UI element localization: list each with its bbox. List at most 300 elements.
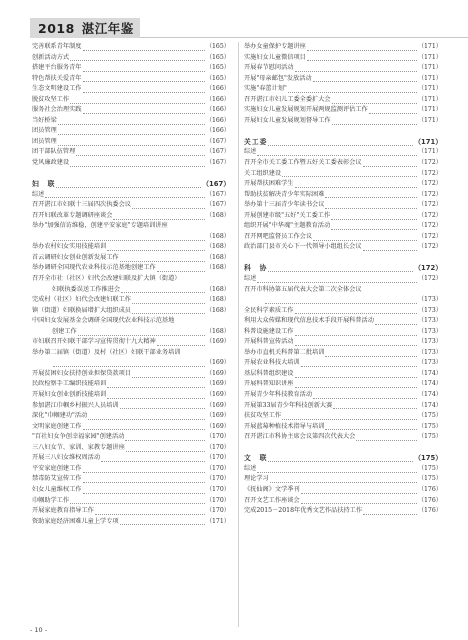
toc-leader-dots: [332, 97, 417, 104]
toc-leader-dots: [313, 75, 417, 82]
toc-entry[interactable]: [244, 126, 442, 137]
toc-page-number: （176）: [417, 496, 442, 504]
toc-entry-title: 镇（街道）妇联换届增扩大组织成员: [32, 306, 131, 314]
toc-leader-dots: [126, 445, 205, 452]
toc-entry[interactable]: [244, 116, 442, 127]
toc-leader-dots: [257, 276, 416, 283]
toc-page-number: （165）: [205, 53, 230, 61]
toc-entry[interactable]: [244, 380, 442, 391]
toc-leader-dots: [363, 160, 417, 167]
toc-page-number: （167）: [205, 137, 230, 145]
toc-page-number: （171）: [417, 85, 442, 93]
toc-entry-title: 市妇联召开妇联干部学习宣传贯彻十九大精神: [32, 338, 156, 346]
toc-page-number: （169）: [205, 412, 230, 420]
toc-entry[interactable]: [244, 285, 442, 296]
toc-entry[interactable]: [244, 348, 442, 359]
toc-page-number: （170）: [205, 507, 230, 515]
toc-entry-title: 开展贫困妇女扶持创业担保贷款项目: [32, 369, 131, 377]
toc-entry[interactable]: [244, 179, 442, 190]
toc-columns: [32, 42, 442, 627]
toc-page-number: （175）: [417, 422, 442, 430]
toc-entry-title: 开展科普宣传活动: [244, 338, 294, 346]
toc-entry-title: 深化"巾帼建功"活动: [32, 412, 88, 420]
toc-entry[interactable]: [32, 411, 230, 422]
toc-leader-dots: [301, 487, 417, 494]
toc-entry[interactable]: [244, 316, 442, 327]
toc-entry-title: 扶贫攻坚工作: [244, 412, 282, 420]
toc-entry-title: 政治部门县市关心下一代领导小组组长会议: [244, 243, 362, 251]
toc-leader-dots: [83, 423, 205, 430]
toc-entry[interactable]: [244, 306, 442, 317]
toc-entry-title: 召开网吧监督员工作会议: [244, 232, 313, 240]
toc-entry-title: 利用大众传媒和现代信息技术手段开展科普活动: [244, 317, 374, 325]
toc-page-number: （172）: [414, 264, 442, 273]
toc-entry-title: 实施妇女儿童微信项目: [244, 53, 306, 61]
toc-entry[interactable]: [244, 221, 442, 232]
toc-entry[interactable]: [244, 369, 442, 380]
toc-page-number: （170）: [205, 475, 230, 483]
toc-leader-dots: [83, 476, 205, 483]
toc-leader-dots: [332, 118, 417, 125]
toc-entry[interactable]: [244, 443, 442, 454]
toc-entry-title: 完成村（社区）妇代会改建妇联工作: [32, 296, 131, 304]
toc-entry[interactable]: [32, 242, 230, 253]
toc-entry-title: 完成2015－2018年优秀文艺作品扶持工作: [244, 507, 363, 515]
toc-entry-title: 特色帮扶关爱青年: [32, 74, 82, 82]
toc-entry[interactable]: [32, 253, 230, 264]
toc-leader-dots: [120, 255, 205, 262]
toc-leader-dots: [58, 139, 205, 146]
toc-page-number: （171）: [417, 148, 442, 156]
toc-entry-title: 召开文艺工作座谈会: [244, 496, 300, 504]
page-header: [0, 0, 468, 38]
toc-entry-title: 召开湛江市妇联十三届四次执委会议: [32, 201, 131, 209]
toc-leader-dots: [333, 402, 417, 409]
toc-entry-title: 综述: [244, 464, 257, 472]
toc-entry[interactable]: [244, 485, 442, 496]
toc-entry[interactable]: [32, 42, 230, 53]
toc-entry[interactable]: [244, 169, 442, 180]
toc-section-heading[interactable]: [244, 137, 442, 148]
toc-entry-title: 三八妇女节、家训、家教专题讲座: [32, 443, 125, 451]
toc-page-number: （168）: [205, 285, 230, 293]
toc-leader-dots: [295, 307, 417, 314]
toc-leader-dots: [78, 329, 205, 336]
toc-entry[interactable]: [32, 464, 230, 475]
toc-leader-dots: [107, 381, 205, 388]
toc-leader-dots: [125, 434, 204, 441]
toc-page-number: （172）: [417, 169, 442, 177]
toc-leader-dots: [113, 213, 204, 220]
toc-entry[interactable]: [244, 147, 442, 158]
toc-page-number: （169）: [205, 391, 230, 399]
toc-leader-dots: [282, 170, 417, 177]
toc-entry[interactable]: [244, 190, 442, 201]
toc-leader-dots: [325, 191, 416, 198]
toc-page-number: （166）: [205, 127, 230, 135]
toc-leader-dots: [83, 75, 205, 82]
toc-page-number: （173）: [417, 338, 442, 346]
toc-leader-dots: [120, 402, 205, 409]
toc-entry-title: 民政检察手工编织技能培训: [32, 380, 107, 388]
toc-leader-dots: [331, 223, 417, 230]
toc-leader-dots: [88, 413, 205, 420]
toc-entry-title: 关工组织建设: [244, 169, 282, 177]
toc-leader-dots: [53, 360, 205, 367]
toc-entry-title: 召开湛江市妇儿工委全委扩大会: [244, 95, 331, 103]
toc-entry-title: 开展帮扶困难学生: [244, 180, 294, 188]
toc-entry[interactable]: [32, 116, 230, 127]
toc-entry-title: 基层科普组织建设: [244, 369, 294, 377]
toc-page-number: （175）: [417, 475, 442, 483]
toc-entry[interactable]: [244, 411, 442, 422]
toc-page-number: （167）: [205, 190, 230, 198]
toc-entry[interactable]: [32, 126, 230, 137]
toc-entry[interactable]: [32, 453, 230, 464]
toc-leader-dots: [76, 149, 205, 156]
toc-page-number: （172）: [417, 232, 442, 240]
toc-entry[interactable]: [244, 337, 442, 348]
toc-leader-dots: [282, 413, 417, 420]
toc-page-number: （165）: [205, 64, 230, 72]
toc-entry[interactable]: [32, 158, 230, 169]
toc-entry[interactable]: [244, 295, 442, 306]
toc-entry[interactable]: [244, 158, 442, 169]
toc-entry-title: 当好桥梁: [32, 116, 57, 124]
toc-page-number: （169）: [205, 369, 230, 377]
toc-entry[interactable]: [32, 221, 230, 232]
toc-page-number: （167）: [205, 148, 230, 156]
toc-page-number: （165）: [205, 74, 230, 82]
toc-entry-title: 理论学习: [244, 475, 269, 483]
toc-entry[interactable]: [244, 232, 442, 243]
toc-leader-dots: [295, 65, 417, 72]
toc-entry-title: 召开妇联改革专题调研座谈会: [32, 211, 113, 219]
toc-entry-title: 开展三八妇女维权周活动: [32, 454, 101, 462]
toc-entry[interactable]: [32, 295, 230, 306]
toc-entry[interactable]: [32, 63, 230, 74]
toc-page-number: （171）: [417, 42, 442, 50]
toc-entry[interactable]: [32, 432, 230, 443]
toc-entry[interactable]: [32, 306, 230, 317]
toc-entry-title: 创新活动方式: [32, 53, 70, 61]
toc-entry-title: 服务社会治理实践: [32, 106, 82, 114]
toc-entry[interactable]: [244, 95, 442, 106]
toc-entry[interactable]: [244, 474, 442, 485]
toc-leader-dots: [356, 434, 416, 441]
toc-leader-dots: [107, 392, 205, 399]
toc-entry-title: 中国妇女发展基金会调研全国现代农业科技示范基地: [32, 317, 175, 325]
toc-page-number: （175）: [417, 433, 442, 441]
toc-entry-title: 脱贫攻坚工作: [32, 95, 70, 103]
toc-page-number: （170）: [205, 433, 230, 441]
toc-entry-title: 完善联系青年制度: [32, 42, 82, 50]
toc-page-number: （166）: [205, 106, 230, 114]
toc-page-number: （169）: [205, 380, 230, 388]
toc-left-column: [32, 42, 230, 627]
toc-entry-title: 党风廉政建设: [32, 159, 70, 166]
toc-entry-title: 举办调研全国现代农业科技示范基地创建工作: [32, 264, 156, 272]
toc-entry[interactable]: [244, 74, 442, 85]
toc-entry[interactable]: [32, 105, 230, 116]
toc-entry[interactable]: [244, 53, 442, 64]
toc-page-number: （171）: [417, 116, 442, 124]
toc-entry[interactable]: [244, 496, 442, 507]
toc-entry-title: 举办农村妇女实用技能培训: [32, 243, 107, 251]
toc-entry-title: 文 联: [244, 454, 268, 463]
toc-leader-dots: [313, 234, 417, 241]
toc-leader-dots: [70, 54, 205, 61]
toc-entry-title: 团员管理: [32, 127, 57, 135]
toc-entry-title: 妇 联: [32, 180, 56, 189]
toc-entry-title: 举办市直机关科普第二批培训: [244, 348, 325, 356]
toc-entry-title: 综述: [244, 275, 257, 283]
toc-entry[interactable]: [244, 422, 442, 433]
toc-entry[interactable]: [32, 74, 230, 85]
toc-entry[interactable]: [244, 464, 442, 475]
toc-leader-dots: [375, 318, 417, 325]
header-rule: [140, 37, 468, 38]
toc-leader-dots: [268, 139, 413, 146]
toc-page-number: （170）: [205, 496, 230, 504]
toc-page-number: （170）: [205, 485, 230, 493]
toc-entry-title: 科普设施建设工作: [244, 327, 294, 335]
toc-entry[interactable]: [32, 443, 230, 454]
toc-leader-dots: [83, 487, 205, 494]
toc-entry[interactable]: [32, 190, 230, 201]
toc-entry-title: 关工委: [244, 137, 268, 146]
toc-page-number: （171）: [414, 137, 442, 146]
toc-entry[interactable]: [32, 316, 230, 327]
toc-entry-title: 组织开展"中华魂"主题教育活动: [244, 222, 331, 230]
toc-leader-dots: [70, 160, 205, 167]
toc-leader-dots: [132, 371, 205, 378]
toc-entry-title: 开展农业科技大培训: [244, 359, 300, 367]
toc-entry[interactable]: [32, 169, 230, 180]
toc-entry[interactable]: [32, 327, 230, 338]
toc-entry[interactable]: [244, 432, 442, 443]
toc-entry[interactable]: [244, 63, 442, 74]
toc-entry[interactable]: [32, 337, 230, 348]
toc-leader-dots: [83, 466, 205, 473]
toc-entry[interactable]: [244, 327, 442, 338]
toc-entry[interactable]: [32, 496, 230, 507]
toc-entry-title: 实施妇女儿童发展规划开展两规监测评估工作: [244, 106, 368, 114]
toc-leader-dots: [288, 86, 417, 93]
toc-entry[interactable]: [32, 369, 230, 380]
toc-leader-dots: [363, 244, 417, 251]
toc-entry-title: 召开全市社（社区）妇代会改建妇联及扩大镇（街道）: [32, 275, 181, 283]
toc-leader-dots: [307, 44, 417, 51]
year-label: 2018: [38, 20, 75, 36]
toc-entry[interactable]: [32, 358, 230, 369]
toc-leader-dots: [363, 508, 417, 515]
toc-entry[interactable]: [32, 147, 230, 158]
toc-entry[interactable]: [32, 53, 230, 64]
yearbook-title: 湛江年鉴: [81, 21, 134, 36]
toc-entry[interactable]: [32, 232, 230, 243]
toc-entry[interactable]: [32, 274, 230, 285]
toc-entry[interactable]: [244, 105, 442, 116]
toc-page-number: （172）: [417, 275, 442, 283]
toc-entry[interactable]: [32, 517, 230, 528]
toc-section-heading[interactable]: [244, 263, 442, 274]
toc-leader-dots: [56, 181, 201, 188]
toc-entry-title: 召开湛江市科协主席会议第四次代表大会: [244, 433, 356, 441]
toc-leader-dots: [132, 202, 205, 209]
toc-leader-dots: [157, 339, 205, 346]
toc-page-number: （173）: [417, 317, 442, 325]
toc-entry-title: 首云调研妇女创业创新发展工作: [32, 253, 119, 261]
toc-page-number: （170）: [205, 454, 230, 462]
toc-page-number: （168）: [205, 306, 230, 314]
toc-page-number: （167）: [202, 180, 230, 189]
toc-page-number: （173）: [417, 306, 442, 314]
toc-entry[interactable]: [32, 348, 230, 359]
toc-entry-title: 综述: [32, 190, 45, 198]
toc-entry[interactable]: [244, 401, 442, 412]
toc-leader-dots: [95, 508, 205, 515]
toc-entry-title: 开展青少年科技教育活动: [244, 391, 313, 399]
toc-entry[interactable]: [244, 506, 442, 517]
toc-leader-dots: [369, 107, 417, 114]
toc-entry-title: 创建工作: [52, 327, 77, 335]
toc-page-number: （171）: [417, 95, 442, 103]
toc-page-number: （166）: [205, 85, 230, 93]
toc-entry[interactable]: [32, 95, 230, 106]
toc-leader-dots: [265, 297, 417, 304]
toc-leader-dots: [120, 518, 205, 525]
toc-leader-dots: [325, 350, 416, 357]
toc-leader-dots: [83, 65, 205, 72]
toc-entry[interactable]: [32, 506, 230, 517]
toc-page-number: （175）: [414, 454, 442, 463]
toc-page-number: （172）: [417, 201, 442, 209]
toc-entry[interactable]: [32, 285, 230, 296]
toc-page-number: （169）: [205, 338, 230, 346]
toc-entry[interactable]: [32, 422, 230, 433]
toc-leader-dots: [70, 497, 205, 504]
toc-leader-dots: [325, 423, 416, 430]
toc-page-number: （172）: [417, 190, 442, 198]
toc-leader-dots: [83, 107, 205, 114]
toc-entry[interactable]: [244, 84, 442, 95]
toc-page-number: （172）: [417, 243, 442, 251]
toc-leader-dots: [132, 307, 205, 314]
toc-entry-title: 举办"加强信访维稳，创建平安家庭"专题培训讲座: [32, 222, 168, 230]
toc-entry-title: 《抚仙阁》文学季刊: [244, 485, 300, 493]
toc-entry-title: 搭建平台服务青年: [32, 64, 82, 72]
toc-page-number: （176）: [417, 507, 442, 515]
toc-leader-dots: [58, 118, 205, 125]
toc-leader-dots: [325, 202, 416, 209]
toc-leader-dots: [268, 265, 413, 272]
toc-entry-title: 举办第二届镇（街道）及村（社区）妇联干部业务培训: [32, 348, 181, 356]
toc-entry[interactable]: [32, 474, 230, 485]
toc-page-number: （168）: [205, 243, 230, 251]
toc-leader-dots: [295, 339, 417, 346]
toc-page-number: （173）: [417, 296, 442, 304]
toc-entry[interactable]: [32, 84, 230, 95]
toc-entry-title: 资助家庭经济困难儿童上学专项: [32, 517, 119, 525]
toc-page-number: （173）: [417, 359, 442, 367]
toc-page-number: （169）: [205, 359, 230, 367]
toc-section-heading[interactable]: [32, 179, 230, 190]
toc-entry-title: 团干部队伍管理: [32, 148, 76, 156]
toc-page-number: （175）: [417, 464, 442, 472]
toc-entry[interactable]: [244, 42, 442, 53]
toc-entry[interactable]: [244, 274, 442, 285]
toc-entry[interactable]: [32, 485, 230, 496]
toc-page-number: （166）: [205, 95, 230, 103]
toc-entry[interactable]: [244, 358, 442, 369]
toc-page-number: （170）: [205, 464, 230, 472]
toc-entry-title: 开展科普知识讲座: [244, 380, 294, 388]
toc-leader-dots: [107, 244, 205, 251]
toc-entry[interactable]: [244, 200, 442, 211]
toc-entry[interactable]: [32, 390, 230, 401]
toc-entry-title: 平安家庭创建工作: [32, 464, 82, 472]
toc-page-number: （172）: [417, 159, 442, 166]
toc-page-number: （169）: [205, 422, 230, 430]
toc-page-number: （172）: [417, 222, 442, 230]
toc-page-number: （176）: [417, 485, 442, 493]
toc-page-number: （175）: [417, 412, 442, 420]
toc-page-number: （171）: [417, 106, 442, 114]
toc-entry[interactable]: [244, 253, 442, 264]
toc-leader-dots: [58, 128, 205, 135]
toc-page-number: （171）: [205, 517, 230, 525]
toc-leader-dots: [257, 149, 416, 156]
toc-entry-title: 全民科学素质工作: [244, 306, 294, 314]
toc-leader-dots: [83, 44, 205, 51]
toc-entry[interactable]: [32, 211, 230, 222]
toc-entry-title: 参加湛江巾帼乡村振兴人员培训: [32, 401, 119, 409]
toc-entry-title: 开展蓝莓种植技术指导与培训: [244, 422, 325, 430]
yearbook-title-box: [30, 18, 140, 38]
toc-entry[interactable]: [32, 263, 230, 274]
toc-page-number: （174）: [417, 380, 442, 388]
toc-entry-title: 开展春节慰问活动: [244, 64, 294, 72]
toc-entry[interactable]: [244, 242, 442, 253]
toc-leader-dots: [268, 455, 413, 462]
toc-page-number: （167）: [205, 159, 230, 166]
toc-page-number: （171）: [417, 53, 442, 61]
toc-page-number: （171）: [417, 74, 442, 82]
toc-page-number: （168）: [205, 253, 230, 261]
toc-entry-title: 巾帼助学工作: [32, 496, 70, 504]
toc-entry-title: 召开市科协第五届代表大会第二次全体会议: [244, 285, 362, 293]
toc-entry-title: 开展家庭教育指导工作: [32, 507, 94, 515]
toc-leader-dots: [270, 476, 417, 483]
toc-page-number: （172）: [417, 180, 442, 188]
toc-section-heading[interactable]: [244, 453, 442, 464]
toc-page-number: （169）: [205, 401, 230, 409]
toc-entry[interactable]: [32, 380, 230, 391]
toc-right-column: [244, 42, 442, 627]
toc-entry[interactable]: [244, 211, 442, 222]
toc-entry[interactable]: [32, 200, 230, 211]
page-number: - 10 -: [30, 626, 48, 634]
toc-page-number: （173）: [417, 348, 442, 356]
toc-entry[interactable]: [244, 390, 442, 401]
toc-entry[interactable]: [32, 401, 230, 412]
toc-page-number: （166）: [205, 116, 230, 124]
toc-leader-dots: [331, 213, 417, 220]
toc-entry[interactable]: [32, 137, 230, 148]
toc-entry-title: 文明家庭创建工作: [32, 422, 82, 430]
toc-page-number: （168）: [205, 296, 230, 304]
